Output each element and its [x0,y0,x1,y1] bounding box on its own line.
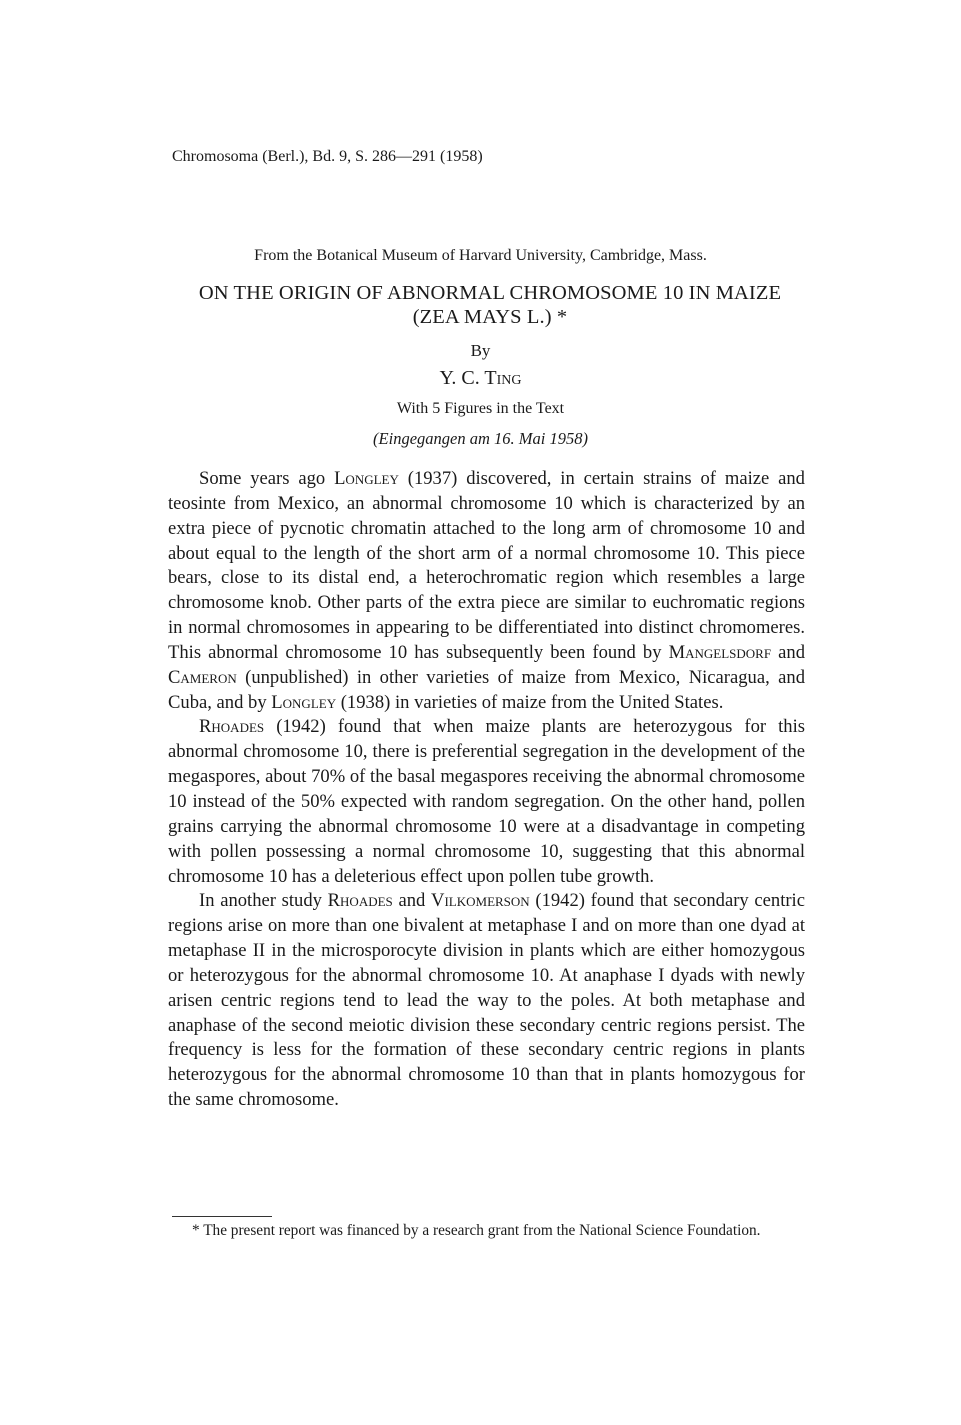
title-line-1: ON THE ORIGIN OF ABNORMAL CHROMOSOME 10 IN MAIZE [198,282,782,304]
author-name: Y. C. Ting [439,367,522,389]
journal-citation: Chromosoma (Berl.), Bd. 9, S. 286—291 (1958) [172,148,483,165]
footnote: * The present report was financed by a research grant from the National Science Foundation. [192,1222,761,1239]
footnote-divider [172,1216,272,1217]
author-citation-name: Rhoades [199,716,265,738]
author-citation-name: Rhoades [327,890,393,912]
institution-line: From the Botanical Museum of Harvard University, Cambridge, Mass. [254,247,707,264]
byline-label: By [470,341,491,360]
received-date: (Eingegangen am 16. Mai 1958) [373,429,588,448]
author-citation-name: Mangelsdorf [668,641,772,663]
author-citation-name: Vilkomerson [431,890,530,912]
article-body [168,467,805,1113]
author-citation-name: Longley [334,468,399,489]
figures-note: With 5 Figures in the Text [396,400,565,417]
body-paragraph-3: In another study Rhoades and Vilkomerson (1942) found that secondary centric regions arise on more than one bivalent at metaphase I and on more than one dyad at metaphase II in the microsporocyte division in plants which are either homozygous or heterozygous for the abnormal chromosome 10. At anaphase I dyads with newly arisen centric regions tend to lead the way to the poles. At both metaphase and anaphase of the second meiotic division these secondary centric regions persist. The frequency is less for the formation of these secondary centric regions in plants heterozygous for the abnormal chromosome 10 than that in plants homozygous for the same chromosome. [168,890,805,1111]
body-paragraph-1: Some years ago Longley (1937) discovered, in certain strains of maize and teosinte from Mexico, an abnormal chromosome 10 which is characterized by an extra piece of pycnotic chromatin attached to the long arm of chromosome 10 and about equal to the length of the short arm of a normal chromosome 10. This piece bears, close to its distal end, a heterochromatic region which resembles a large chromosome knob. Other parts of the extra piece are similar to euchromatic regions in normal chromosomes in appearing to be differentiated into distinct chromomeres. This abnormal chromosome 10 has subsequently been found by Mangelsdorf and Cameron (unpublished) in other varieties of maize from Mexico, Nicaragua, and Cuba, and by Longley (1938) in varieties of maize from the United States. [168,468,806,713]
author-citation-name: Longley [271,691,337,713]
title-line-2: (ZEA MAYS L.) * [412,306,568,328]
author-citation-name: Cameron [168,666,237,688]
body-paragraph-2: Rhoades (1942) found that when maize plants are heterozygous for this abnormal chromosome 10, there is preferential segregation in the development of the megaspores, about 70% of the basal megaspores receiving the abnormal chromosome 10 instead of the 50% expected with random segregation. On the other hand, pollen grains carrying the abnormal chromosome 10 were at a disadvantage in competing with pollen possessing a normal chromosome 10, suggesting that this abnormal chromosome 10 has a deleterious effect upon pollen tube growth. [168,716,805,887]
article-title [150,281,830,329]
